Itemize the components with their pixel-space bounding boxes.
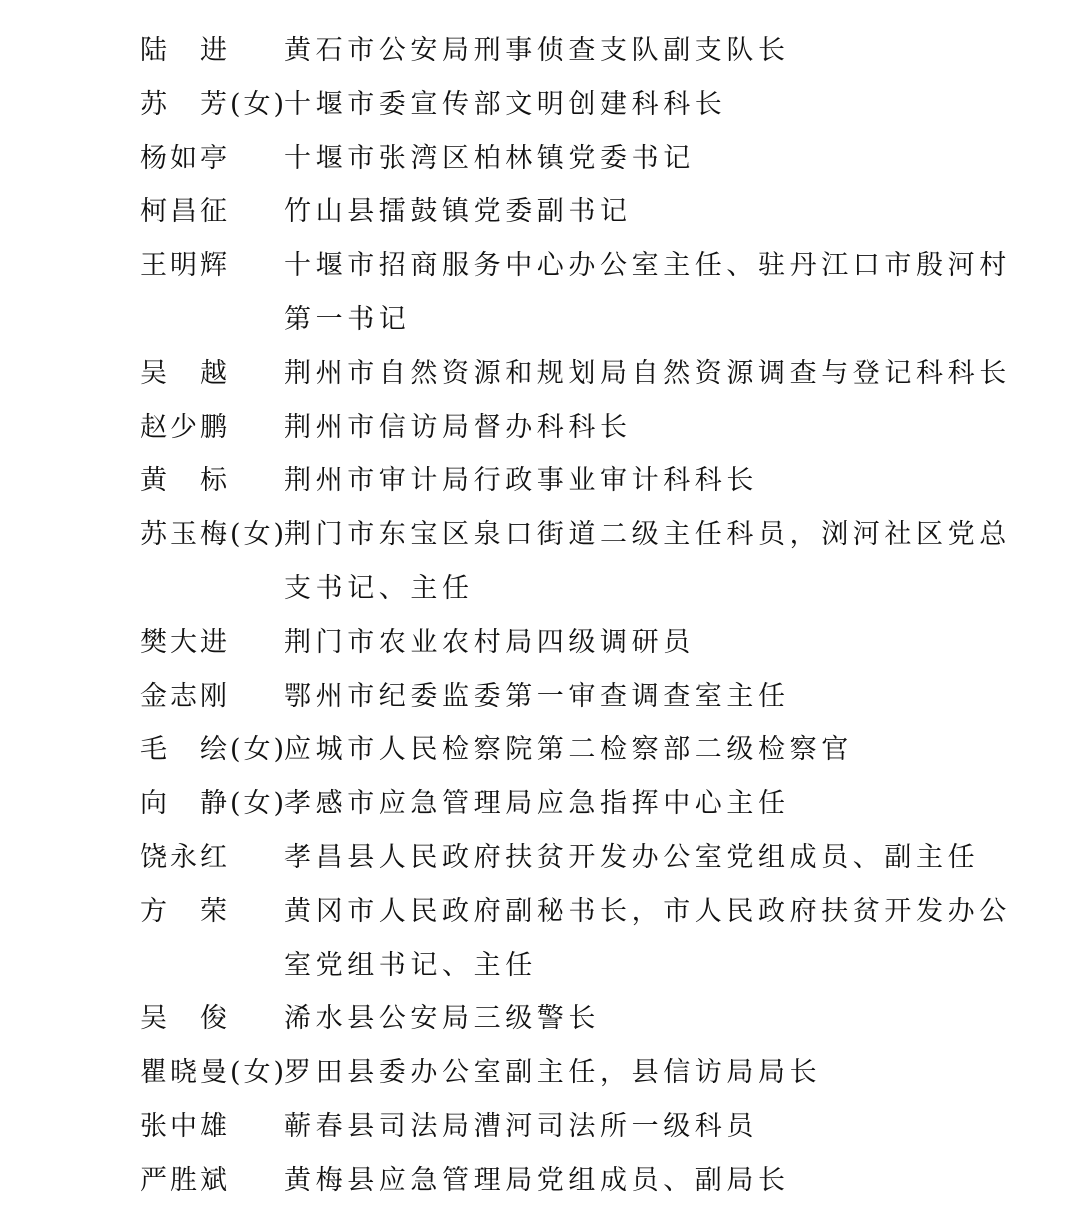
list-item	[140, 1046, 960, 1100]
person-position	[284, 78, 960, 132]
person-position	[284, 508, 1011, 616]
person-name: 杨如亭	[140, 142, 230, 174]
person-name: 柯昌征	[140, 196, 230, 228]
position-line: 荆门市农业农村局四级调研员	[284, 626, 695, 658]
person-position	[284, 347, 1011, 401]
position-line: 蕲春县司法局漕河司法所一级科员	[284, 1110, 758, 1142]
position-line: 孝昌县人民政府扶贫开发办公室党组成员、副主任	[284, 841, 980, 873]
person-position	[284, 992, 960, 1046]
person-name: 向 静(女)	[140, 788, 288, 820]
position-line: 室党组书记、主任	[284, 949, 537, 981]
person-position	[284, 831, 979, 885]
person-position	[284, 777, 960, 831]
position-line: 应城市人民检察院第二检察部二级检察官	[284, 734, 853, 766]
position-line: 竹山县擂鼓镇党委副书记	[284, 196, 632, 228]
person-position	[284, 723, 960, 777]
list-item	[140, 132, 960, 186]
person-position	[284, 670, 960, 724]
name-list	[140, 24, 1011, 1208]
list-item	[140, 723, 960, 777]
person-position	[284, 401, 960, 455]
person-position	[284, 1154, 960, 1208]
person-position	[284, 1046, 960, 1100]
list-item	[140, 401, 960, 455]
list-item	[140, 1154, 960, 1208]
person-name: 金志刚	[140, 680, 230, 712]
person-name: 陆 进	[140, 35, 230, 66]
person-name: 饶永红	[140, 841, 230, 873]
position-line: 荆州市自然资源和规划局自然资源调查与登记科科长	[284, 357, 1011, 389]
list-item	[140, 24, 960, 78]
list-item	[140, 777, 960, 831]
position-line: 孝感市应急管理局应急指挥中心主任	[284, 788, 790, 820]
person-name: 黄 标	[140, 465, 230, 497]
list-item	[140, 454, 960, 508]
person-name: 苏 芳(女)	[140, 88, 288, 120]
person-name: 方 荣	[140, 895, 230, 927]
position-line: 十堰市委宣传部文明创建科科长	[284, 88, 727, 120]
person-position	[284, 185, 960, 239]
list-item	[140, 239, 1011, 347]
person-name: 吴 俊	[140, 1003, 230, 1035]
person-name: 严胜斌	[140, 1164, 230, 1196]
position-line: 黄梅县应急管理局党组成员、副局长	[284, 1164, 790, 1196]
position-line: 支书记、主任	[284, 572, 474, 604]
position-line: 十堰市张湾区柏林镇党委书记	[284, 142, 695, 174]
position-line: 黄冈市人民政府副秘书长，市人民政府扶贫开发办公	[284, 895, 1011, 927]
list-item	[140, 508, 1011, 616]
person-name: 赵少鹏	[140, 411, 230, 443]
person-name: 毛 绘(女)	[140, 734, 288, 766]
position-line: 浠水县公安局三级警长	[284, 1003, 600, 1035]
position-line: 荆门市东宝区泉口街道二级主任科员，浏河社区党总	[284, 519, 1011, 551]
person-name: 王明辉	[140, 250, 230, 282]
list-item	[140, 992, 960, 1046]
list-item	[140, 78, 960, 132]
person-name: 张中雄	[140, 1110, 230, 1142]
list-item	[140, 885, 1011, 993]
list-item	[140, 616, 960, 670]
person-name: 吴 越	[140, 357, 230, 389]
person-name: 瞿晓曼(女)	[140, 1057, 288, 1089]
person-position	[284, 132, 960, 186]
person-position	[284, 24, 960, 78]
position-line: 荆州市信访局督办科科长	[284, 411, 632, 443]
position-line: 鄂州市纪委监委第一审查调查室主任	[284, 680, 790, 712]
position-line: 罗田县委办公室副主任，县信访局局长	[284, 1057, 822, 1089]
person-position	[284, 239, 1011, 347]
person-position	[284, 885, 1011, 993]
person-name: 樊大进	[140, 626, 230, 658]
position-line: 黄石市公安局刑事侦查支队副支队长	[284, 35, 790, 66]
person-position	[284, 454, 960, 508]
list-item	[140, 185, 960, 239]
list-item	[140, 831, 980, 885]
list-item	[140, 670, 960, 724]
position-line: 十堰市招商服务中心办公室主任、驻丹江口市殷河村	[284, 250, 1011, 282]
position-line: 荆州市审计局行政事业审计科科长	[284, 465, 758, 497]
position-line: 第一书记	[284, 303, 411, 335]
person-position	[284, 1100, 960, 1154]
person-name: 苏玉梅(女)	[140, 519, 288, 551]
list-item	[140, 1100, 960, 1154]
list-item	[140, 347, 1011, 401]
person-position	[284, 616, 960, 670]
